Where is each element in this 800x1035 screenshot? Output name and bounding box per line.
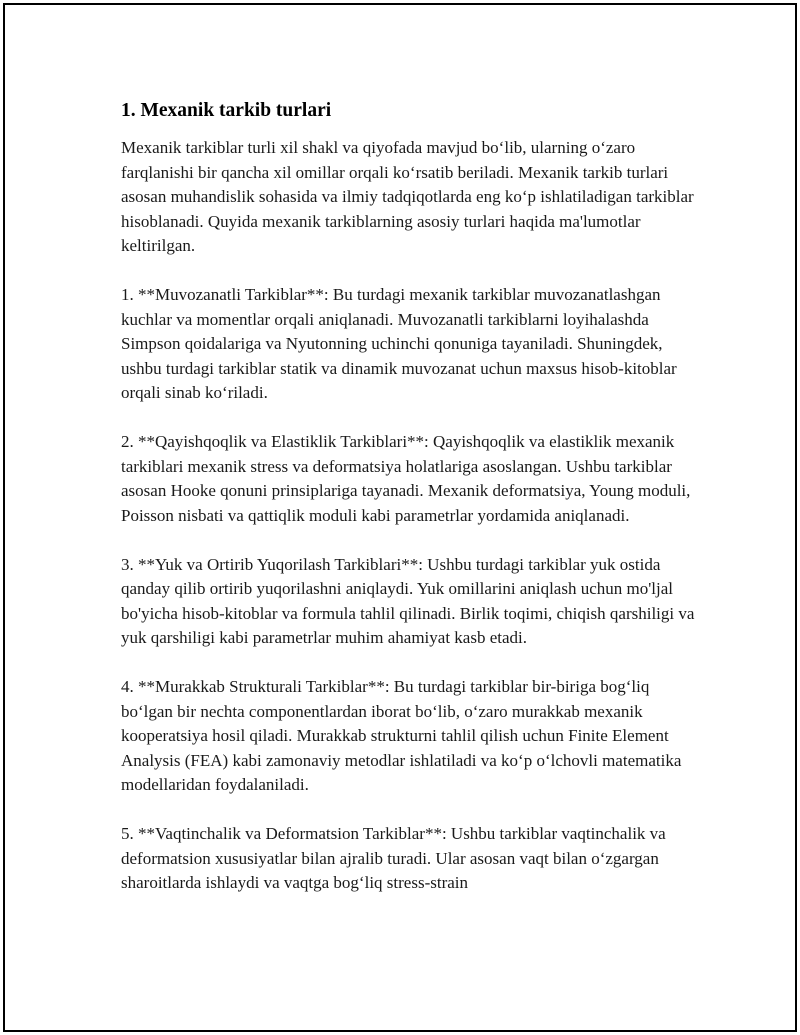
paragraph-vaqtinchalik: 5. **Vaqtinchalik va Deformatsion Tarkiblar**: Ushbu tarkiblar vaqtinchalik va deformatsion xususiyatlar bilan ajralib turadi. Ular asosan vaqt bilan o‘zgargan sharoitlarda ishlaydi va vaqtga bog‘liq stress-strain <box>121 824 666 892</box>
document-page <box>3 3 797 1032</box>
document-body <box>121 98 701 920</box>
paragraph-murakkab: 4. **Murakkab Strukturali Tarkiblar**: Bu turdagi tarkiblar bir-biriga bog‘liq bo‘lgan bir nechta componentlardan iborat bo‘lib, o‘zaro murakkab mexanik kooperatsiya hosil qiladi. Murakkab strukturni tahlil qilish uchun Finite Element Analysis (FEA) kabi zamonaviy metodlar ishlatiladi va ko‘p o‘lchovli matematika modellaridan foydalaniladi. <box>121 677 682 794</box>
section-title: 1. Mexanik tarkib turlari <box>121 100 332 121</box>
paragraph-yuk: 3. **Yuk va Ortirib Yuqorilash Tarkiblari**: Ushbu turdagi tarkiblar yuk ostida qanday qilib ortirib yuqorilashni aniqlaydi. Yuk omillarini aniqlash uchun mo'ljal bo'yicha hisob-kitoblar va formula tahlil qilinadi. Birlik toqimi, chiqish qarshiligi va yuk qarshiligi kabi parametrlar muhim ahamiyat kasb etadi. <box>121 554 695 647</box>
intro-paragraph: Mexanik tarkiblar turli xil shakl va qiyofada mavjud bo‘lib, ularning o‘zaro farqlanishi bir qancha xil omillar orqali ko‘rsatib beriladi. Mexanik tarkib turlari asosan muhandislik sohasida va ilmiy tadqiqotlarda eng ko‘p ishlatiladigan tarkiblar hisoblanadi. Quyida mexanik tarkiblarning asosiy turlari haqida ma'lumotlar keltirilgan. <box>121 138 694 255</box>
paragraph-muvozanatli: 1. **Muvozanatli Tarkiblar**: Bu turdagi mexanik tarkiblar muvozanatlashgan kuchlar va momentlar orqali aniqlanadi. Muvozanatli tarkiblarni loyihalashda Simpson qoidalariga va Nyutonning uchinchi qonuniga tayaniladi. Shuningdek, ushbu turdagi tarkiblar statik va dinamik muvozanat uchun maxsus hisob-kitoblar orqali sinab ko‘riladi. <box>121 285 677 402</box>
paragraph-qayishqoqlik: 2. **Qayishqoqlik va Elastiklik Tarkiblari**: Qayishqoqlik va elastiklik mexanik tarkiblari mexanik stress va deformatsiya holatlariga asoslangan. Ushbu tarkiblar asosan Hooke qonuni prinsiplariga tayanadi. Mexanik deformatsiya, Young moduli, Poisson nisbati va qattiqlik moduli kabi parametrlar yordamida aniqlanadi. <box>121 432 691 525</box>
